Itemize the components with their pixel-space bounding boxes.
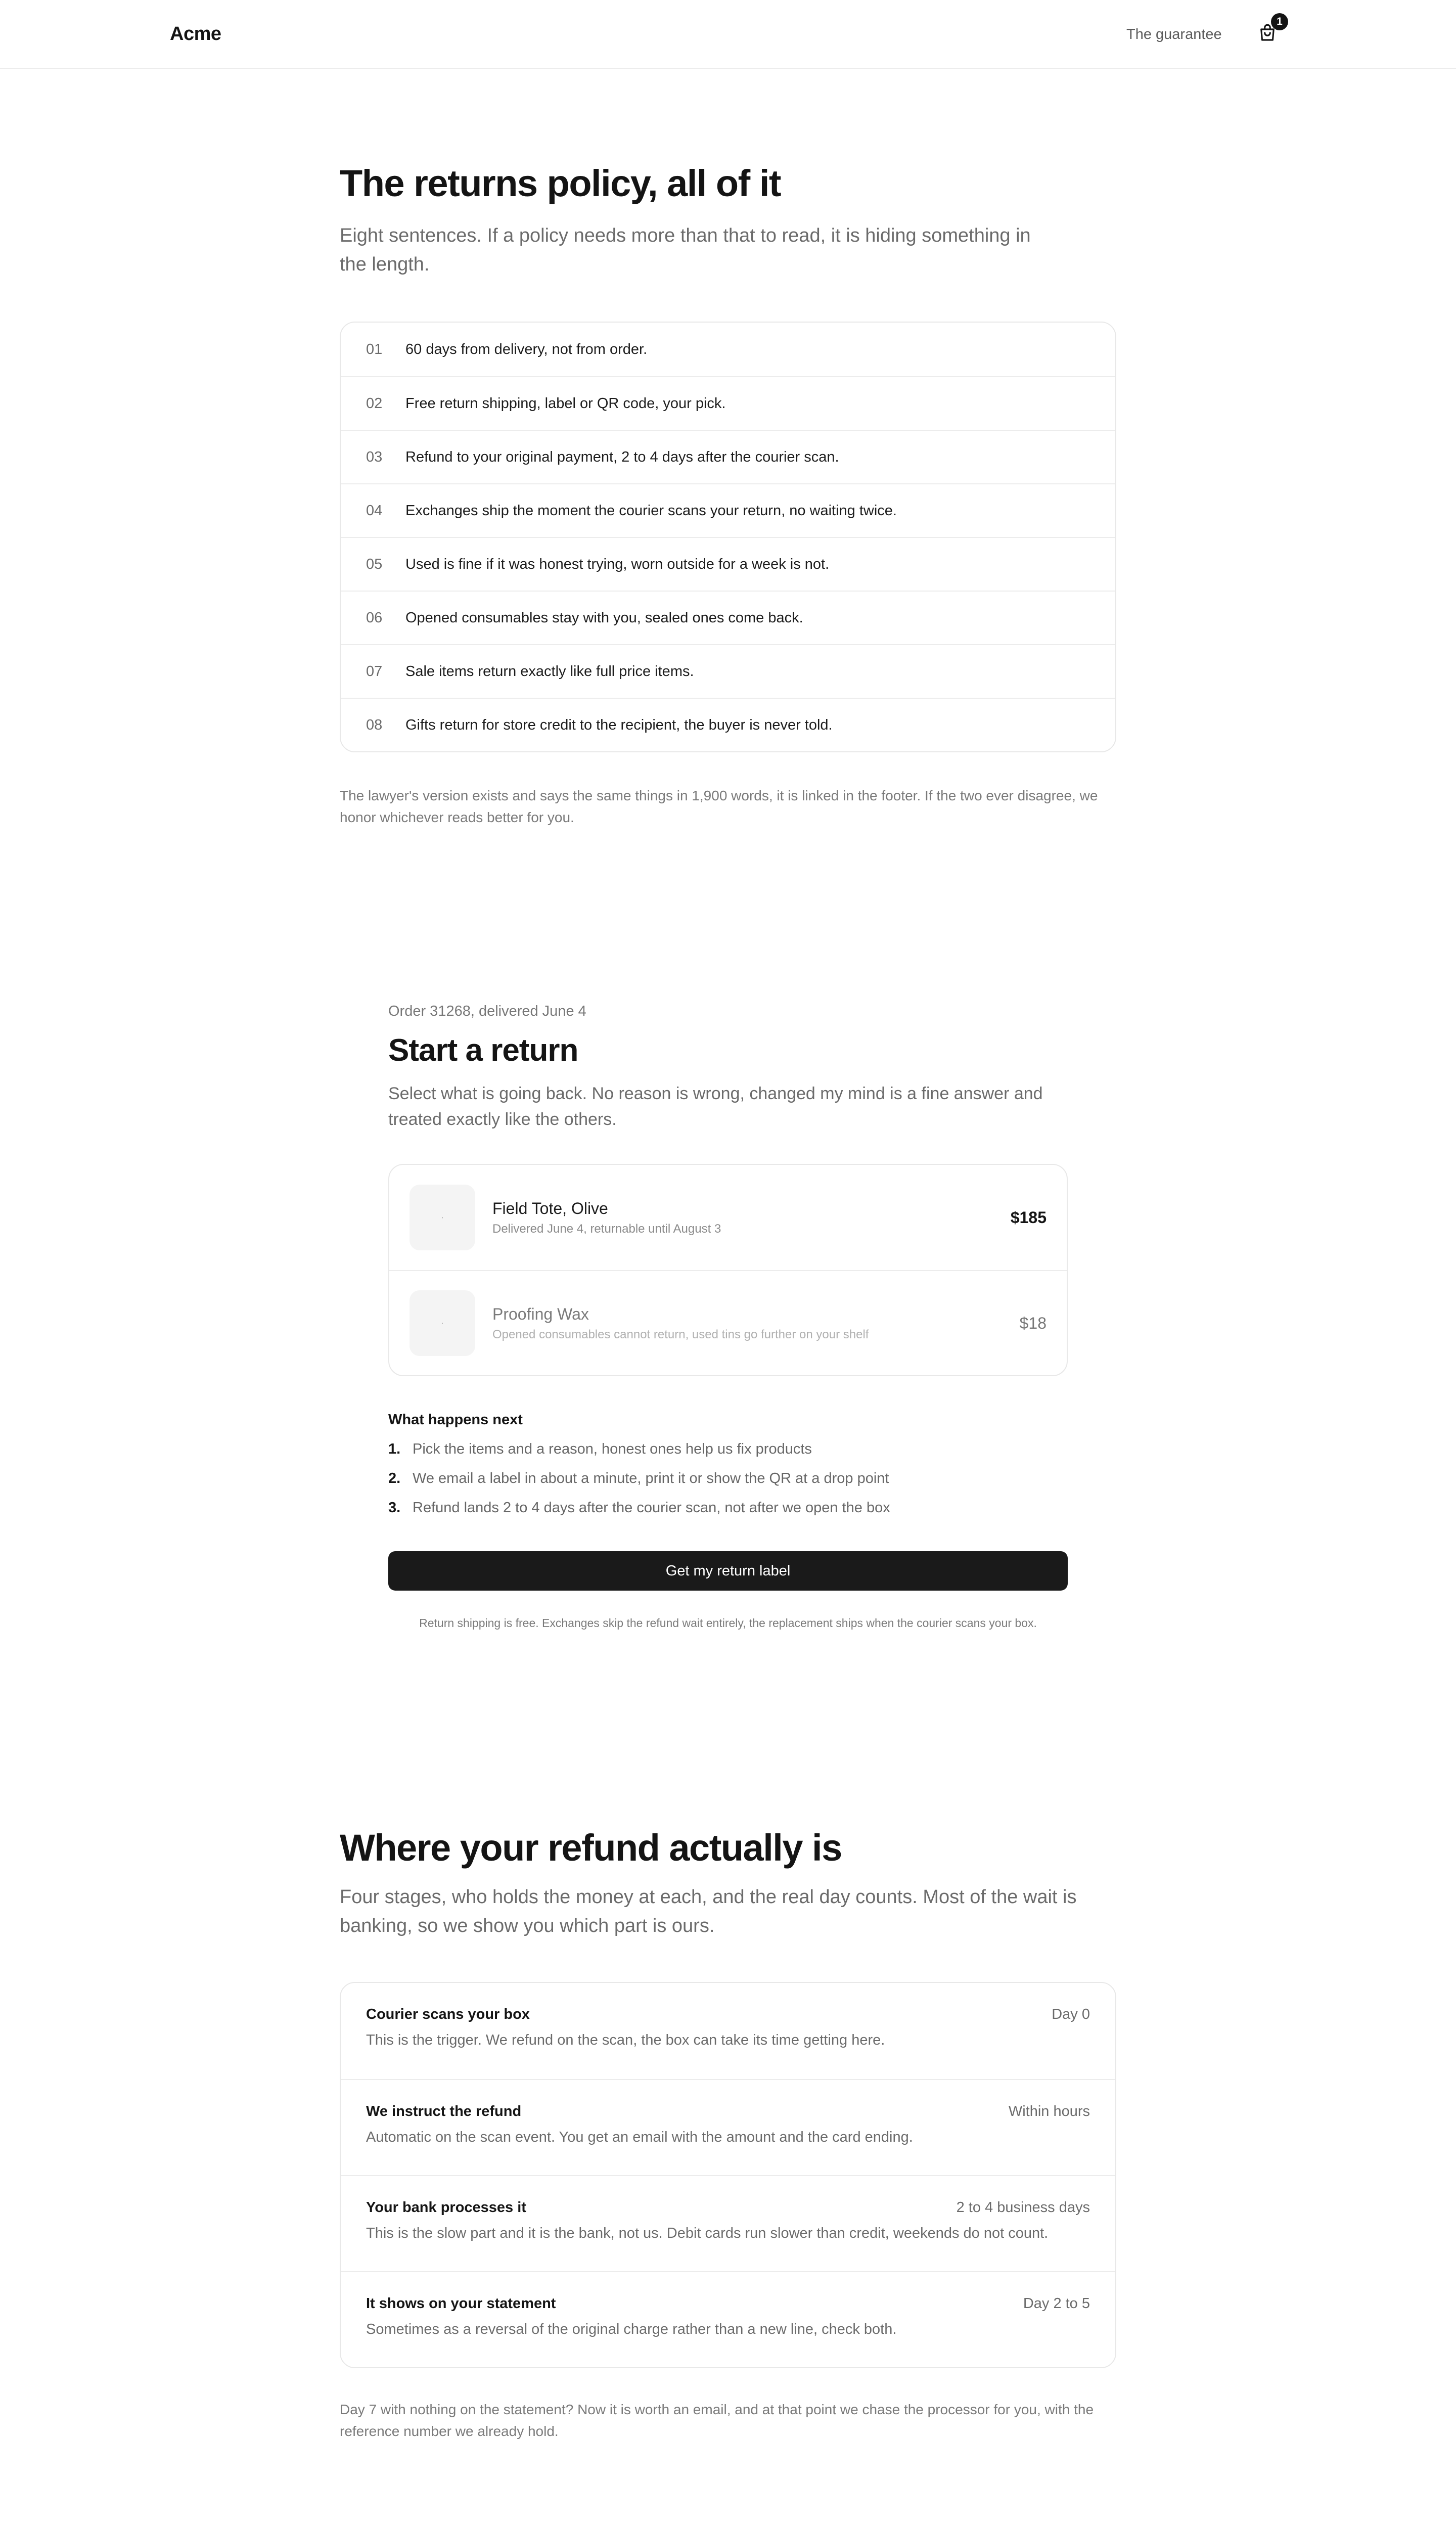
refund-stage	[341, 1983, 1115, 2079]
item-price: $185	[1010, 1208, 1046, 1227]
next-steps-list	[388, 1441, 890, 1529]
start-return-lead: Select what is going back. No reason is wrong, changed my mind is a fine answer and treated exactly like the others.	[388, 1084, 1043, 1129]
policy-number: 05	[366, 556, 383, 572]
policy-text: Gifts return for store credit to the recipient, the buyer is never told.	[405, 716, 833, 733]
refund-title: Where your refund actually is	[340, 1827, 842, 1869]
stage-timing: Day 2 to 5	[1023, 2295, 1090, 2312]
return-item-field-tote[interactable]	[389, 1165, 1067, 1270]
policy-text: Opened consumables stay with you, sealed ones come back.	[405, 609, 803, 626]
policy-number: 06	[366, 609, 383, 626]
refund-timeline-section	[340, 1826, 1116, 2440]
policy-row	[341, 483, 1115, 537]
policy-row	[341, 591, 1115, 644]
step-number: 1.	[388, 1441, 401, 1457]
step-number: 3.	[388, 1500, 401, 1516]
stage-timing: 2 to 4 business days	[956, 2199, 1090, 2216]
stage-timing: Within hours	[1008, 2103, 1090, 2119]
policy-text: 60 days from delivery, not from order.	[405, 341, 648, 357]
policy-row	[341, 537, 1115, 591]
policy-number: 07	[366, 663, 383, 680]
step-text: Refund lands 2 to 4 days after the courier scan, not after we open the box	[413, 1500, 890, 1516]
stage-title: Your bank processes it	[366, 2199, 526, 2216]
start-return-section	[388, 1003, 1068, 1630]
refund-stage	[341, 2271, 1115, 2367]
policy-title: The returns policy, all of it	[340, 162, 781, 204]
nav-link-guarantee[interactable]: The guarantee	[1126, 26, 1222, 42]
item-price: $18	[1019, 1314, 1046, 1332]
stage-description: This is the slow part and it is the bank, not us. Debit cards run slower than credit, weekends do not count.	[366, 2225, 1049, 2241]
policy-number: 04	[366, 502, 383, 519]
stage-description: Sometimes as a reversal of the original charge rather than a new line, check both.	[366, 2321, 897, 2337]
policy-row	[341, 644, 1115, 698]
refund-note: Day 7 with nothing on the statement? Now it is worth an email, and at that point we chase the processor for you, with the reference number we already hold.	[340, 2402, 1094, 2440]
policy-text: Sale items return exactly like full price items.	[405, 663, 694, 680]
logo[interactable]: Acme	[170, 23, 221, 44]
product-thumbnail: ·	[410, 1185, 475, 1250]
item-subtext: Delivered June 4, returnable until August 3	[492, 1222, 721, 1236]
policy-row	[341, 430, 1115, 483]
stage-description: Automatic on the scan event. You get an email with the amount and the card ending.	[366, 2129, 913, 2145]
stage-description: This is the trigger. We refund on the scan, the box can take its time getting here.	[366, 2032, 885, 2048]
next-step	[388, 1441, 890, 1470]
step-text: We email a label in about a minute, print it or show the QR at a drop point	[413, 1470, 889, 1486]
cart-count-badge: 1	[1271, 13, 1288, 30]
refund-stages-list	[340, 1982, 1116, 2368]
item-subtext: Opened consumables cannot return, used tins go further on your shelf	[492, 1327, 869, 1341]
cart-button[interactable]	[1257, 16, 1283, 46]
cta-note: Return shipping is free. Exchanges skip the refund wait entirely, the replacement ships when the courier scans your box.	[419, 1616, 1037, 1630]
stage-title: Courier scans your box	[366, 2006, 530, 2022]
return-items-list	[388, 1164, 1068, 1376]
step-text: Pick the items and a reason, honest ones help us fix products	[413, 1441, 812, 1457]
policy-note: The lawyer's version exists and says the same things in 1,900 words, it is linked in the footer. If the two ever disagree, we honor whichever reads better for you.	[340, 788, 1098, 826]
policy-number: 03	[366, 448, 383, 465]
next-step	[388, 1500, 890, 1529]
policy-row	[341, 323, 1115, 376]
step-number: 2.	[388, 1470, 401, 1486]
item-name: Field Tote, Olive	[492, 1199, 608, 1217]
policy-row	[341, 376, 1115, 430]
start-return-title: Start a return	[388, 1033, 578, 1068]
refund-stage	[341, 2079, 1115, 2175]
stage-title: We instruct the refund	[366, 2103, 522, 2119]
policy-text: Exchanges ship the moment the courier scans your return, no waiting twice.	[405, 502, 897, 519]
policy-section	[340, 162, 1116, 826]
refund-lead: Four stages, who holds the money at each, and the real day counts. Most of the wait is banking, so we show you which part is ours.	[340, 1886, 1077, 1936]
policy-text: Free return shipping, label or QR code, your pick.	[405, 395, 726, 412]
policy-text: Refund to your original payment, 2 to 4 days after the courier scan.	[405, 448, 839, 465]
stage-timing: Day 0	[1052, 2006, 1090, 2022]
policy-number: 01	[366, 341, 383, 357]
next-step	[388, 1470, 890, 1500]
policy-text: Used is fine if it was honest trying, worn outside for a week is not.	[405, 556, 830, 572]
product-thumbnail: ·	[410, 1290, 475, 1356]
site-header	[0, 0, 1456, 69]
policy-lead: Eight sentences. If a policy needs more than that to read, it is hiding something in the length.	[340, 225, 1031, 275]
policy-list	[340, 322, 1116, 752]
item-name: Proofing Wax	[492, 1304, 589, 1323]
return-item-proofing-wax	[389, 1270, 1067, 1375]
policy-number: 02	[366, 395, 383, 412]
next-steps-title: What happens next	[388, 1412, 523, 1428]
refund-stage	[341, 2175, 1115, 2271]
stage-title: It shows on your statement	[366, 2295, 556, 2312]
policy-number: 08	[366, 716, 383, 733]
order-meta: Order 31268, delivered June 4	[388, 1003, 586, 1019]
policy-row	[341, 698, 1115, 751]
get-return-label-button[interactable]: Get my return label	[388, 1551, 1068, 1591]
